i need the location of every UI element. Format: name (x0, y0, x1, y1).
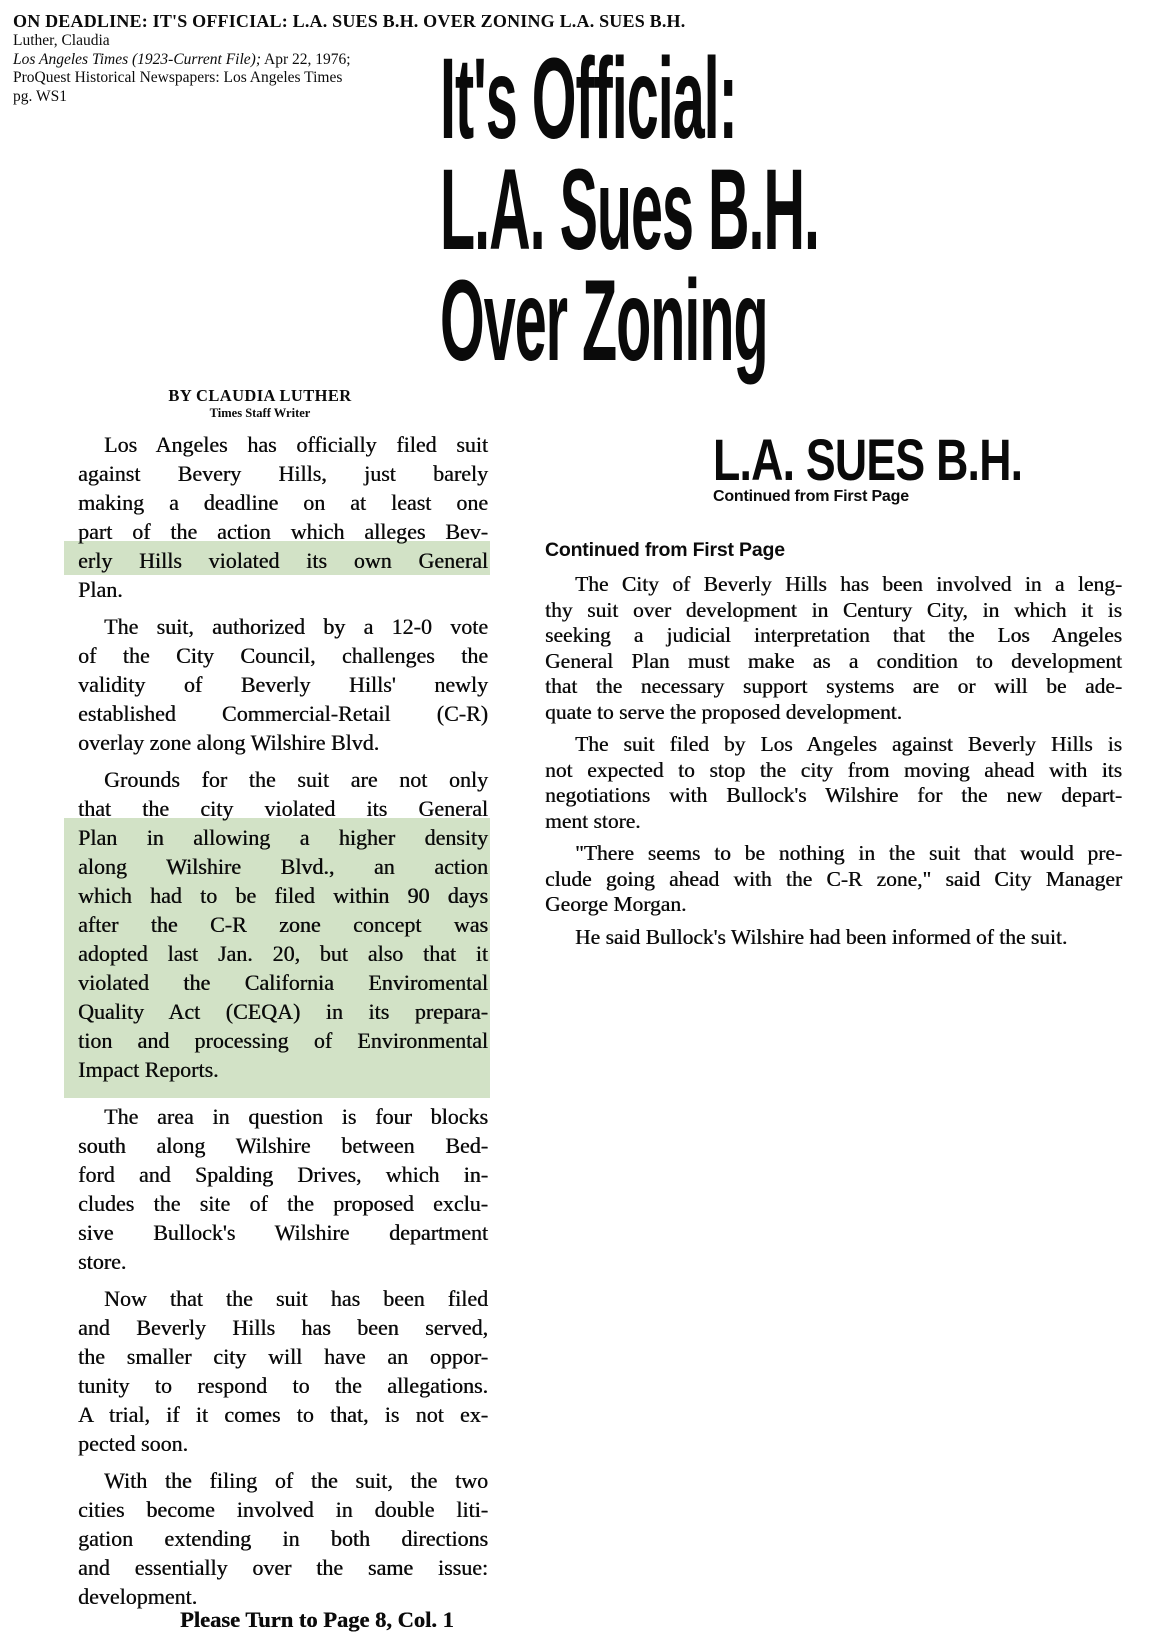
article-line: clude going ahead with the C-R zone," said City Manager (545, 866, 1122, 891)
continued-from-heading: Continued from First Page (545, 539, 785, 561)
article-line: Plan. (78, 577, 123, 602)
article-line: The area in question is four blocks (104, 1104, 488, 1129)
article-line: cludes the site of the proposed exclu- (78, 1191, 488, 1216)
article-line: which had to be filed within 90 days (64, 881, 490, 910)
article-line: Plan in allowing a higher density (64, 818, 490, 852)
citation-author: Luther, Claudia (13, 32, 110, 49)
article-line: and Beverly Hills has been served, (78, 1315, 488, 1340)
article-line: along Wilshire Blvd., an action (64, 852, 490, 881)
headline-line-1: It's Official: (440, 35, 737, 163)
article-line: development. (78, 1584, 198, 1609)
article-paragraph (78, 430, 488, 604)
byline-role: Times Staff Writer (209, 406, 311, 420)
article-line: overlay zone along Wilshire Blvd. (78, 730, 380, 755)
byline (55, 386, 465, 421)
article-line: The suit filed by Los Angeles against Beverly Hills is (575, 732, 1122, 756)
article-line: Quality Act (CEQA) in its prepara- (64, 997, 490, 1026)
article-paragraph (78, 765, 488, 1098)
article-paragraph (78, 1466, 488, 1611)
citation-title: ON DEADLINE: IT'S OFFICIAL: L.A. SUES B.H. OVER ZONING L.A. SUES B.H. (13, 11, 686, 31)
jump-title: L.A. SUES B.H. (713, 428, 1023, 493)
article-line: of the City Council, challenges the (78, 643, 488, 668)
main-headline (440, 35, 840, 385)
article-paragraph (78, 1102, 488, 1276)
article-line: With the filing of the suit, the two (104, 1468, 488, 1493)
article-line: A trial, if it comes to that, is not ex- (78, 1402, 488, 1427)
article-line: against Bevery Hills, just barely (78, 461, 488, 486)
citation-database: ProQuest Historical Newspapers: Los Angeles Times (13, 69, 343, 86)
byline-author: BY CLAUDIA LUTHER (168, 386, 352, 405)
article-line: Now that the suit has been filed (104, 1286, 488, 1311)
article-line: making a deadline on at least one (78, 490, 488, 515)
jump-head (713, 428, 1133, 505)
article-paragraph (78, 1284, 488, 1458)
article-line: cities become involved in double liti- (78, 1497, 488, 1522)
citation-page-number: pg. WS1 (13, 87, 67, 105)
article-line: The City of Beverly Hills has been involved in a leng- (575, 572, 1122, 596)
article-line: sive Bullock's Wilshire department (78, 1220, 488, 1245)
article-line: "There seems to be nothing in the suit that would pre- (575, 841, 1122, 865)
article-line: ford and Spalding Drives, which in- (78, 1162, 488, 1187)
headline-line-3: Over Zoning (440, 257, 768, 385)
article-line: He said Bullock's Wilshire had been informed of the suit. (575, 924, 1068, 949)
article-line: the smaller city will have an oppor- (78, 1344, 488, 1369)
article-line: quate to serve the proposed development. (545, 699, 903, 724)
article-line: part of the action which alleges Bev- (78, 519, 488, 544)
article-line: and essentially over the same issue: (78, 1555, 488, 1580)
right-column-body (545, 572, 1122, 950)
article-column-right (545, 538, 1122, 957)
article-line: after the C-R zone concept was (64, 910, 490, 939)
article-paragraph (545, 841, 1122, 918)
article-line: gation extending in both directions (78, 1526, 488, 1551)
article-line: store. (78, 1249, 127, 1274)
article-line: that the city violated its General (78, 796, 488, 821)
article-line: ment store. (545, 808, 641, 833)
citation-source-name: Los Angeles Times (1923-Current File); (13, 50, 261, 68)
article-line: Impact Reports. (64, 1055, 490, 1098)
article-line: that the necessary support systems are or will be ade- (545, 674, 1122, 698)
article-line: adopted last Jan. 20, but also that it (64, 939, 490, 968)
article-paragraph (545, 732, 1122, 834)
article-line: Los Angeles has officially filed suit (104, 432, 488, 457)
article-paragraph (545, 925, 1122, 951)
article-line: Grounds for the suit are not only (104, 767, 488, 792)
article-line: seeking a judicial interpretation that the Los Angeles (545, 623, 1122, 647)
article-line: tunity to respond to the allegations. (78, 1373, 488, 1398)
article-line: General Plan must make as a condition to development (545, 648, 1122, 673)
article-line: not expected to stop the city from moving ahead with its (545, 757, 1122, 782)
article-line: George Morgan. (545, 892, 687, 916)
article-line: erly Hills violated its own General (64, 541, 490, 575)
jump-caption: Continued from First Page (713, 488, 909, 505)
headline-line-2: L.A. Sues B.H. (440, 146, 819, 274)
article-paragraph (78, 612, 488, 757)
article-paragraph (545, 572, 1122, 725)
article-column-left (78, 430, 488, 1619)
article-line: south along Wilshire between Bed- (78, 1133, 488, 1158)
article-line: tion and processing of Environmental (64, 1026, 490, 1055)
article-line: pected soon. (78, 1431, 188, 1456)
article-line: validity of Beverly Hills' newly (78, 672, 488, 697)
citation-source-date: Apr 22, 1976; (261, 50, 351, 68)
article-line: thy suit over development in Century City, in which it is (545, 597, 1122, 622)
article-line: The suit, authorized by a 12-0 vote (104, 614, 488, 639)
article-line: violated the California Enviromental (64, 968, 490, 997)
continuation-notice: Please Turn to Page 8, Col. 1 (180, 1607, 454, 1632)
article-line: established Commercial-Retail (C-R) (78, 701, 488, 726)
article-line: negotiations with Bullock's Wilshire for the new depart- (545, 783, 1122, 807)
